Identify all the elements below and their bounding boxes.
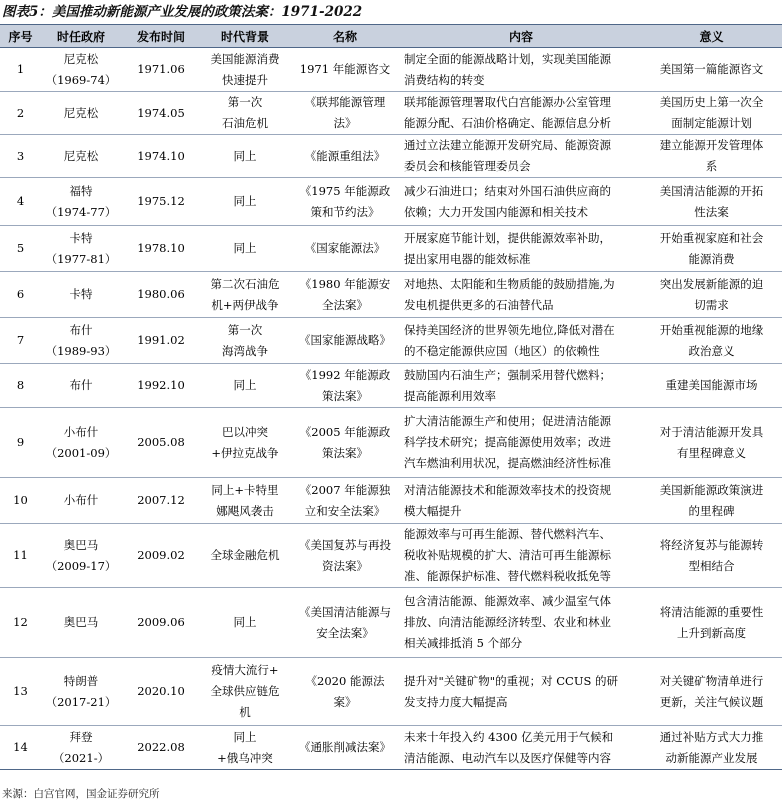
cell-content: 通过立法建立能源开发研究局、能源资源 委员会和核能管理委员会 (401, 135, 641, 178)
table-row (0, 364, 782, 408)
cell-content: 包含清洁能源、能源效率、减少温室气体 排放、向清洁能源经济转型、农业和林业 相关减排抵消 5 个部分 (401, 588, 641, 658)
header-date: 发布时间 (121, 25, 201, 48)
cell-admin: 布什 （1989-93） (41, 318, 121, 364)
table-row (0, 726, 782, 770)
cell-no: 1 (0, 48, 41, 92)
cell-no: 12 (0, 588, 41, 658)
cell-name: 《能源重组法》 (289, 135, 401, 178)
cell-date: 1974.10 (121, 135, 201, 178)
cell-background: 美国能源消费 快速提升 (201, 48, 289, 92)
cell-content: 制定全面的能源战略计划，实现美国能源 消费结构的转变 (401, 48, 641, 92)
cell-significance: 美国清洁能源的开拓 性法案 (641, 178, 782, 226)
cell-significance: 通过补贴方式大力推 动新能源产业发展 (641, 726, 782, 770)
cell-significance: 重建美国能源市场 (641, 364, 782, 408)
cell-no: 8 (0, 364, 41, 408)
cell-admin: 尼克松 （1969-74） (41, 48, 121, 92)
cell-significance: 突出发展新能源的迫 切需求 (641, 272, 782, 318)
cell-background: 同上 (201, 135, 289, 178)
cell-content: 扩大清洁能源生产和使用；促进清洁能源 科学技术研究；提高能源使用效率；改进 汽车燃油利用状况，提高燃油经济性标准 (401, 408, 641, 478)
cell-date: 1978.10 (121, 226, 201, 272)
table-row (0, 524, 782, 588)
cell-significance: 将经济复苏与能源转 型相结合 (641, 524, 782, 588)
table-row (0, 408, 782, 478)
cell-significance: 建立能源开发管理体 系 (641, 135, 782, 178)
cell-admin: 拜登 （2021-） (41, 726, 121, 770)
cell-content: 鼓励国内石油生产；强制采用替代燃料； 提高能源利用效率 (401, 364, 641, 408)
cell-admin: 尼克松 (41, 92, 121, 135)
cell-date: 1980.06 (121, 272, 201, 318)
table-row (0, 48, 782, 92)
cell-significance: 对关键矿物清单进行 更新，关注气候议题 (641, 658, 782, 726)
cell-significance: 美国历史上第一次全 面制定能源计划 (641, 92, 782, 135)
cell-date: 2022.08 (121, 726, 201, 770)
cell-name: 《2007 年能源独 立和安全法案》 (289, 478, 401, 524)
header-significance: 意义 (641, 25, 782, 48)
cell-date: 2009.02 (121, 524, 201, 588)
cell-admin: 尼克松 (41, 135, 121, 178)
table-row (0, 478, 782, 524)
cell-name: 《美国清洁能源与 安全法案》 (289, 588, 401, 658)
cell-no: 6 (0, 272, 41, 318)
cell-name: 《国家能源战略》 (289, 318, 401, 364)
cell-date: 1974.05 (121, 92, 201, 135)
table-row (0, 588, 782, 658)
cell-admin: 奥巴马 （2009-17） (41, 524, 121, 588)
cell-admin: 卡特 （1977-81） (41, 226, 121, 272)
cell-background: 同上+卡特里 娜飓风袭击 (201, 478, 289, 524)
source-note: 来源：白宫官网，国金证券研究所 (2, 788, 160, 800)
cell-content: 对清洁能源技术和能源效率技术的投资规 模大幅提升 (401, 478, 641, 524)
header-content: 内容 (401, 25, 641, 48)
header-admin: 时任政府 (41, 25, 121, 48)
cell-background: 第二次石油危 机+两伊战争 (201, 272, 289, 318)
cell-content: 对地热、太阳能和生物质能的鼓励措施,为 发电机提供更多的石油替代品 (401, 272, 641, 318)
cell-date: 1971.06 (121, 48, 201, 92)
cell-content: 开展家庭节能计划，提供能源效率补助， 提出家用电器的能效标准 (401, 226, 641, 272)
table-row (0, 135, 782, 178)
figure-title: 图表5：美国推动新能源产业发展的政策法案：1971-2022 (2, 4, 363, 20)
cell-name: 《2005 年能源政 策法案》 (289, 408, 401, 478)
cell-no: 2 (0, 92, 41, 135)
cell-date: 1992.10 (121, 364, 201, 408)
cell-name: 《通胀削减法案》 (289, 726, 401, 770)
cell-no: 5 (0, 226, 41, 272)
table-row (0, 178, 782, 226)
cell-significance: 开始重视家庭和社会 能源消费 (641, 226, 782, 272)
header-background: 时代背景 (201, 25, 289, 48)
cell-background: 同上 (201, 364, 289, 408)
cell-date: 2009.06 (121, 588, 201, 658)
cell-admin: 小布什 (41, 478, 121, 524)
cell-no: 14 (0, 726, 41, 770)
cell-admin: 小布什 （2001-09） (41, 408, 121, 478)
cell-content: 减少石油进口；结束对外国石油供应商的 依赖；大力开发国内能源和相关技术 (401, 178, 641, 226)
cell-background: 同上 (201, 226, 289, 272)
table-row (0, 272, 782, 318)
cell-name: 《1975 年能源政 策和节约法》 (289, 178, 401, 226)
cell-background: 全球金融危机 (201, 524, 289, 588)
cell-content: 能源效率与可再生能源、替代燃料汽车、 税收补贴规模的扩大、清洁可再生能源标 准、能源保护标准、替代燃料税收抵免等 (401, 524, 641, 588)
table-header-row (0, 25, 782, 48)
cell-significance: 将清洁能源的重要性 上升到新高度 (641, 588, 782, 658)
cell-admin: 布什 (41, 364, 121, 408)
cell-background: 巴以冲突 +伊拉克战争 (201, 408, 289, 478)
cell-date: 1975.12 (121, 178, 201, 226)
cell-name: 1971 年能源咨文 (289, 48, 401, 92)
cell-content: 提升对"关键矿物"的重视；对 CCUS 的研 发支持力度大幅提高 (401, 658, 641, 726)
cell-date: 2007.12 (121, 478, 201, 524)
cell-background: 第一次 石油危机 (201, 92, 289, 135)
cell-background: 同上 (201, 588, 289, 658)
cell-name: 《2020 能源法 案》 (289, 658, 401, 726)
cell-content: 联邦能源管理署取代白宫能源办公室管理 能源分配、石油价格确定、能源信息分析 (401, 92, 641, 135)
cell-name: 《美国复苏与再投 资法案》 (289, 524, 401, 588)
cell-content: 未来十年投入约 4300 亿美元用于气候和 清洁能源、电动汽车以及医疗保健等内容 (401, 726, 641, 770)
cell-admin: 奥巴马 (41, 588, 121, 658)
cell-no: 4 (0, 178, 41, 226)
cell-admin: 特朗普 （2017-21） (41, 658, 121, 726)
cell-no: 9 (0, 408, 41, 478)
header-no: 序号 (0, 25, 41, 48)
cell-content: 保持美国经济的世界领先地位,降低对潜在 的不稳定能源供应国（地区）的依赖性 (401, 318, 641, 364)
cell-date: 2005.08 (121, 408, 201, 478)
cell-no: 13 (0, 658, 41, 726)
table-row (0, 92, 782, 135)
cell-no: 10 (0, 478, 41, 524)
cell-background: 同上 +俄乌冲突 (201, 726, 289, 770)
cell-admin: 卡特 (41, 272, 121, 318)
header-name: 名称 (289, 25, 401, 48)
cell-date: 1991.02 (121, 318, 201, 364)
cell-date: 2020.10 (121, 658, 201, 726)
cell-name: 《国家能源法》 (289, 226, 401, 272)
policy-table (0, 24, 782, 770)
cell-no: 3 (0, 135, 41, 178)
cell-background: 疫情大流行+ 全球供应链危 机 (201, 658, 289, 726)
cell-admin: 福特 （1974-77） (41, 178, 121, 226)
cell-name: 《1992 年能源政 策法案》 (289, 364, 401, 408)
cell-significance: 美国新能源政策演进 的里程碑 (641, 478, 782, 524)
cell-name: 《1980 年能源安 全法案》 (289, 272, 401, 318)
table-body (0, 48, 782, 770)
cell-background: 第一次 海湾战争 (201, 318, 289, 364)
cell-significance: 对于清洁能源开发具 有里程碑意义 (641, 408, 782, 478)
table-row (0, 658, 782, 726)
table-row (0, 318, 782, 364)
table-row (0, 226, 782, 272)
cell-background: 同上 (201, 178, 289, 226)
cell-name: 《联邦能源管理 法》 (289, 92, 401, 135)
cell-no: 7 (0, 318, 41, 364)
cell-significance: 美国第一篇能源咨文 (641, 48, 782, 92)
cell-no: 11 (0, 524, 41, 588)
cell-significance: 开始重视能源的地缘 政治意义 (641, 318, 782, 364)
